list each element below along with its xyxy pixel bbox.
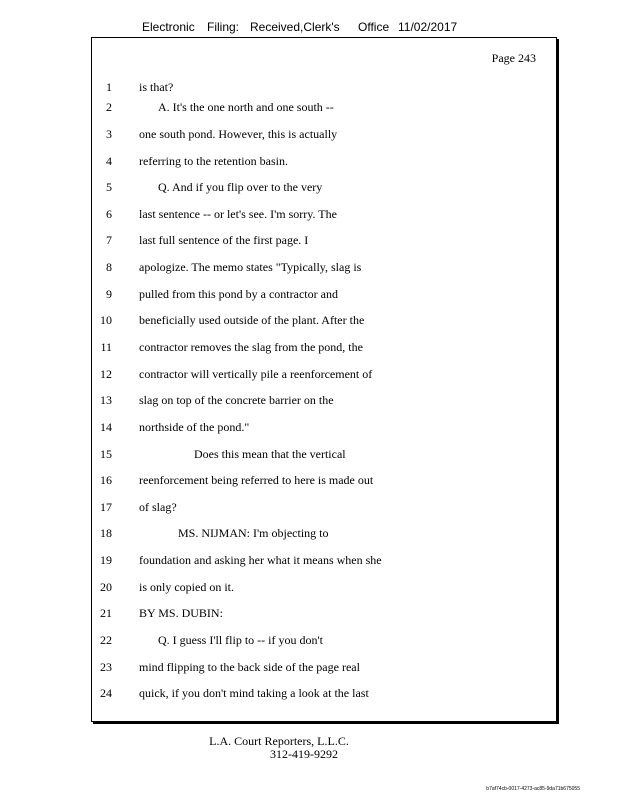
- transcript-line: [92, 257, 556, 277]
- line-text: Q. I guess I'll flip to -- if you don't: [158, 633, 323, 647]
- line-number: 20: [100, 580, 112, 594]
- line-number: 11: [100, 340, 112, 354]
- line-text: foundation and asking her what it means when she: [139, 553, 382, 567]
- line-text: BY MS. DUBIN:: [139, 606, 223, 620]
- header-office: Office: [358, 20, 390, 34]
- transcript-line: [92, 444, 556, 464]
- line-number: 4: [106, 154, 112, 168]
- line-text: last full sentence of the first page. I: [139, 233, 309, 247]
- line-text: slag on top of the concrete barrier on the: [139, 393, 334, 407]
- line-number: 7: [106, 233, 112, 247]
- transcript-line: [92, 603, 556, 623]
- transcript-line: [92, 97, 556, 117]
- line-text: Q. And if you flip over to the very: [158, 180, 323, 194]
- line-text: mind flipping to the back side of the page real: [139, 660, 360, 674]
- document-hash: b7af74cb-0017-4273-ac85-9da71b675055: [486, 786, 580, 792]
- line-number: 13: [100, 393, 112, 407]
- line-text: MS. NIJMAN: I'm objecting to: [178, 526, 329, 540]
- line-number: 23: [100, 660, 112, 674]
- filing-header: [0, 20, 618, 36]
- transcript-line: [92, 657, 556, 677]
- transcript-line: [92, 204, 556, 224]
- line-text: beneficially used outside of the plant. After the: [139, 313, 365, 327]
- line-number: 9: [106, 287, 112, 301]
- transcript-line: [92, 577, 556, 597]
- header-filing: Filing:: [207, 20, 240, 34]
- line-number: 6: [106, 207, 112, 221]
- footer-company: L.A. Court Reporters, L.L.C.: [209, 734, 349, 748]
- transcript-line: [92, 364, 556, 384]
- transcript-line: [92, 683, 556, 703]
- line-number: 24: [100, 686, 112, 700]
- transcript-line: [92, 550, 556, 570]
- line-text: is only copied on it.: [139, 580, 234, 594]
- line-text: last sentence -- or let's see. I'm sorry. The: [139, 207, 337, 221]
- transcript-line: [92, 151, 556, 171]
- transcript-line: [92, 177, 556, 197]
- line-text: Does this mean that the vertical: [194, 447, 346, 461]
- line-text: apologize. The memo states "Typically, slag is: [139, 260, 362, 274]
- line-number: 1: [106, 80, 112, 94]
- transcript-line: [92, 124, 556, 144]
- line-number: 10: [100, 313, 112, 327]
- line-text: contractor removes the slag from the pond, the: [139, 340, 363, 354]
- line-number: 3: [106, 127, 112, 141]
- header-received: Received,Clerk's: [250, 20, 340, 34]
- header-date: 11/02/2017: [398, 20, 458, 34]
- line-number: 18: [100, 526, 112, 540]
- transcript-line: [92, 310, 556, 330]
- transcript-line: [92, 417, 556, 437]
- transcript-line: [92, 497, 556, 517]
- line-number: 15: [100, 447, 112, 461]
- line-number: 2: [106, 100, 112, 114]
- line-number: 16: [100, 473, 112, 487]
- line-number: 22: [100, 633, 112, 647]
- line-number: 12: [100, 367, 112, 381]
- page-number: Page 243: [491, 51, 536, 65]
- transcript-line: [92, 523, 556, 543]
- line-number: 5: [106, 180, 112, 194]
- line-text: A. It's the one north and one south --: [158, 100, 334, 114]
- line-text: contractor will vertically pile a reenforcement of: [139, 367, 373, 381]
- line-text: northside of the pond.": [139, 420, 250, 434]
- transcript-line: [92, 284, 556, 304]
- transcript-line: [92, 470, 556, 490]
- line-number: 14: [100, 420, 112, 434]
- transcript-line: [92, 337, 556, 357]
- line-number: 17: [100, 500, 112, 514]
- header-electronic: Electronic: [142, 20, 195, 34]
- line-text: of slag?: [139, 500, 177, 514]
- line-text: is that?: [139, 80, 174, 94]
- transcript-line: [92, 77, 556, 97]
- line-number: 8: [106, 260, 112, 274]
- transcript-line: [92, 630, 556, 650]
- line-text: pulled from this pond by a contractor and: [139, 287, 338, 301]
- line-text: referring to the retention basin.: [139, 154, 288, 168]
- line-number: 19: [100, 553, 112, 567]
- line-text: reenforcement being referred to here is made out: [139, 473, 374, 487]
- transcript-line: [92, 390, 556, 410]
- transcript-page: [91, 37, 557, 722]
- transcript-line: [92, 230, 556, 250]
- line-text: one south pond. However, this is actually: [139, 127, 338, 141]
- footer-phone: 312-419-9292: [270, 747, 338, 761]
- line-number: 21: [100, 606, 112, 620]
- line-text: quick, if you don't mind taking a look at the last: [139, 686, 369, 700]
